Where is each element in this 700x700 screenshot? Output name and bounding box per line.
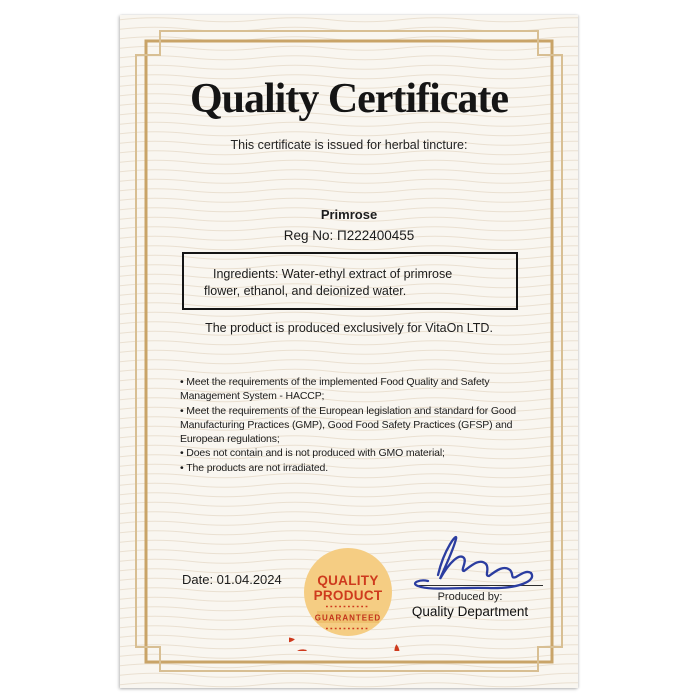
exclusivity-statement: The product is produced exclusively for VitaOn LTD. (205, 321, 493, 335)
requirement-item: • Meet the requirements of the implemented Food Quality and Safety Management System - HACCP; (180, 375, 536, 404)
signature-scrawl-icon (400, 523, 555, 608)
badge-text-guaranteed: GUARANTEED (314, 613, 382, 623)
produced-by-label: Produced by: (437, 591, 503, 603)
badge-text-quality: QUALITY (317, 573, 379, 588)
ingredients-text: Ingredients: Water-ethyl extract of primrose flower, ethanol, and deionized water. (204, 267, 453, 298)
certificate-content (120, 15, 578, 688)
quality-department-label: Quality Department (411, 604, 529, 619)
issue-date: Date: 01.04.2024 (182, 572, 282, 587)
requirement-item: • Meet the requirements of the European legislation and standard for Good Manufacturing Practices (GMP), Good Food Safety Practices (GFSP) and European regulations; (180, 404, 536, 447)
badge-text-product: PRODUCT (313, 588, 383, 603)
requirement-item: • The products are not irradiated. (180, 461, 536, 475)
requirements-list (180, 375, 536, 475)
ingredients-box (182, 252, 518, 310)
certificate-subtitle: This certificate is issued for herbal tincture: (230, 138, 468, 152)
registration-number: Reg No: П222400455 (283, 228, 415, 243)
quality-product-badge-icon (289, 533, 407, 651)
product-name: Primrose (320, 207, 378, 222)
certificate-title: Quality Certificate (189, 76, 509, 122)
requirement-item: • Does not contain and is not produced with GMO material; (180, 446, 536, 460)
certificate-paper (120, 15, 578, 688)
